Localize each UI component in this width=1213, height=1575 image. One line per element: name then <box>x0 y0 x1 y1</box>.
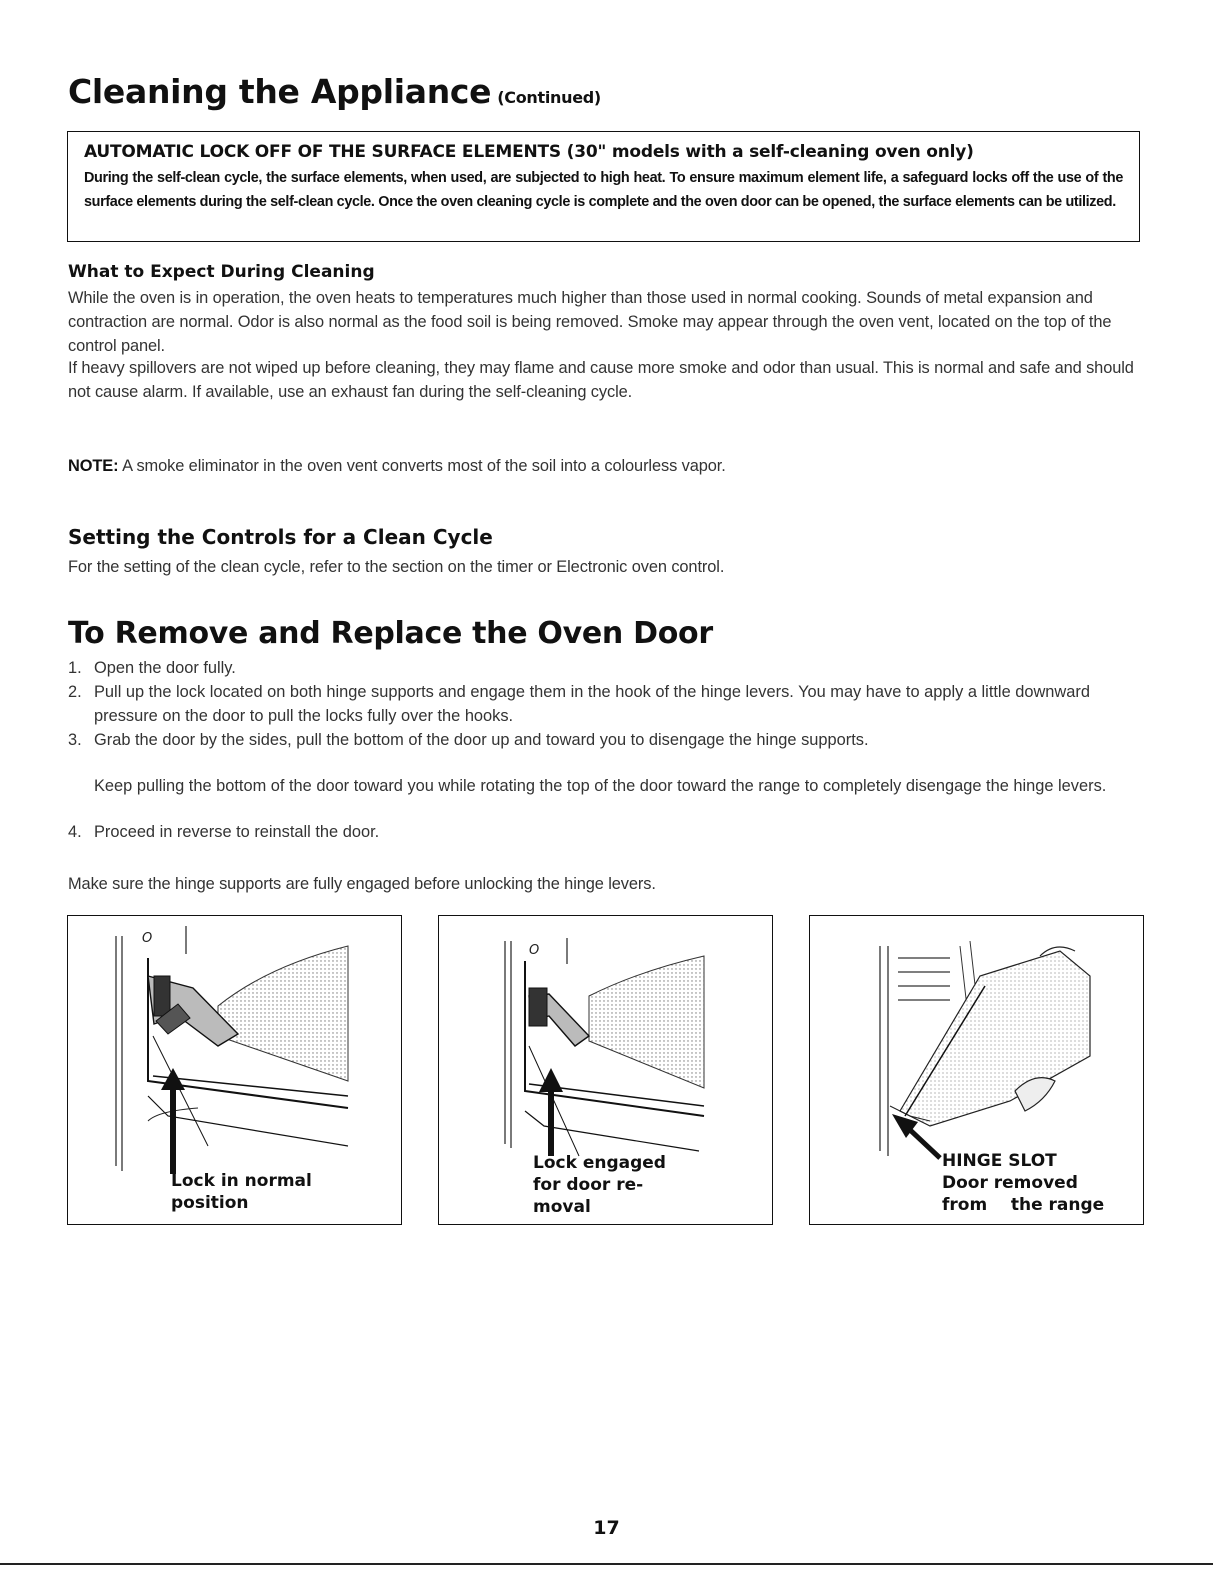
page-title <box>68 72 601 118</box>
fig2-caption-line-1: Lock engaged <box>533 1153 666 1173</box>
figure-lock-engaged <box>438 915 773 1225</box>
door-steps-list <box>68 656 1148 844</box>
step-4: 4. Proceed in reverse to reinstall the door. <box>68 823 380 841</box>
door-final-note: Make sure the hinge supports are fully engaged before unlocking the hinge levers. <box>68 875 656 893</box>
page-title-suffix: (Continued) <box>497 88 601 107</box>
expect-note <box>68 454 1148 478</box>
bottom-rule <box>0 1563 1213 1565</box>
fig3-caption-line-1: HINGE SLOT <box>942 1151 1057 1171</box>
expect-heading: What to Expect During Cleaning <box>68 262 375 282</box>
notice-heading: AUTOMATIC LOCK OFF OF THE SURFACE ELEMENTS (30" models with a self-cleaning oven only) <box>84 142 974 162</box>
fig2-caption-line-2: for door re- <box>533 1175 644 1195</box>
lock-off-notice-box <box>67 131 1140 242</box>
step-3-continued: Keep pulling the bottom of the door toward you while rotating the top of the door toward the range to completely disengage the hinge levers. <box>94 777 1107 795</box>
note-label: NOTE: <box>68 457 119 475</box>
controls-text: For the setting of the clean cycle, refer to the section on the timer or Electronic oven control. <box>68 558 725 576</box>
fig1-caption-line-1: Lock in normal <box>171 1171 312 1191</box>
notice-body: During the self-clean cycle, the surface elements, when used, are subjected to high heat. To ensure maximum element life, a safeguard locks off the use of the surface elements during the self-clean cycle. Once the oven cleaning cycle is complete and the oven door can be opened, the surface elements can be utilized. <box>84 170 1123 210</box>
expect-paragraph-2: If heavy spillovers are not wiped up before cleaning, they may flame and cause more smoke and odor than usual. This is normal and safe and should not cause alarm. If available, use an exhaust fan during the self-cleaning cycle. <box>68 359 1134 401</box>
note-text: A smoke eliminator in the oven vent converts most of the soil into a colourless vapor. <box>122 457 726 475</box>
expect-paragraph-1: While the oven is in operation, the oven heats to temperatures much higher than those used in normal cooking. Sounds of metal expansion and contraction are normal. Odor is also normal as the food soil is being removed. Smoke may appear through the oven vent, located on the top of the control panel. <box>68 289 1112 355</box>
fig1-caption-line-2: position <box>171 1193 249 1213</box>
controls-heading: Setting the Controls for a Clean Cycle <box>68 525 493 549</box>
fig1-marker: O <box>142 931 153 946</box>
page-title-text: Cleaning the Appliance <box>68 72 492 111</box>
step-2: 2. Pull up the lock located on both hinge supports and engage them in the hook of the hinge levers. You may have to apply a little downward pressure on the door to pull the locks fully over the hooks. <box>68 683 1090 725</box>
figure-lock-normal <box>67 915 402 1225</box>
step-1: 1. Open the door fully. <box>68 659 236 677</box>
fig2-marker: O <box>529 943 540 958</box>
figure-hinge-slot <box>809 915 1144 1225</box>
step-3: 3. Grab the door by the sides, pull the bottom of the door up and toward you to disengage the hinge supports. <box>68 731 869 749</box>
door-heading: To Remove and Replace the Oven Door <box>68 616 713 651</box>
fig2-caption-line-3: moval <box>533 1197 591 1217</box>
fig3-caption-line-2: Door removed <box>942 1173 1078 1193</box>
page-number: 17 <box>593 1517 620 1539</box>
fig3-caption-line-3: from the range <box>942 1195 1105 1215</box>
